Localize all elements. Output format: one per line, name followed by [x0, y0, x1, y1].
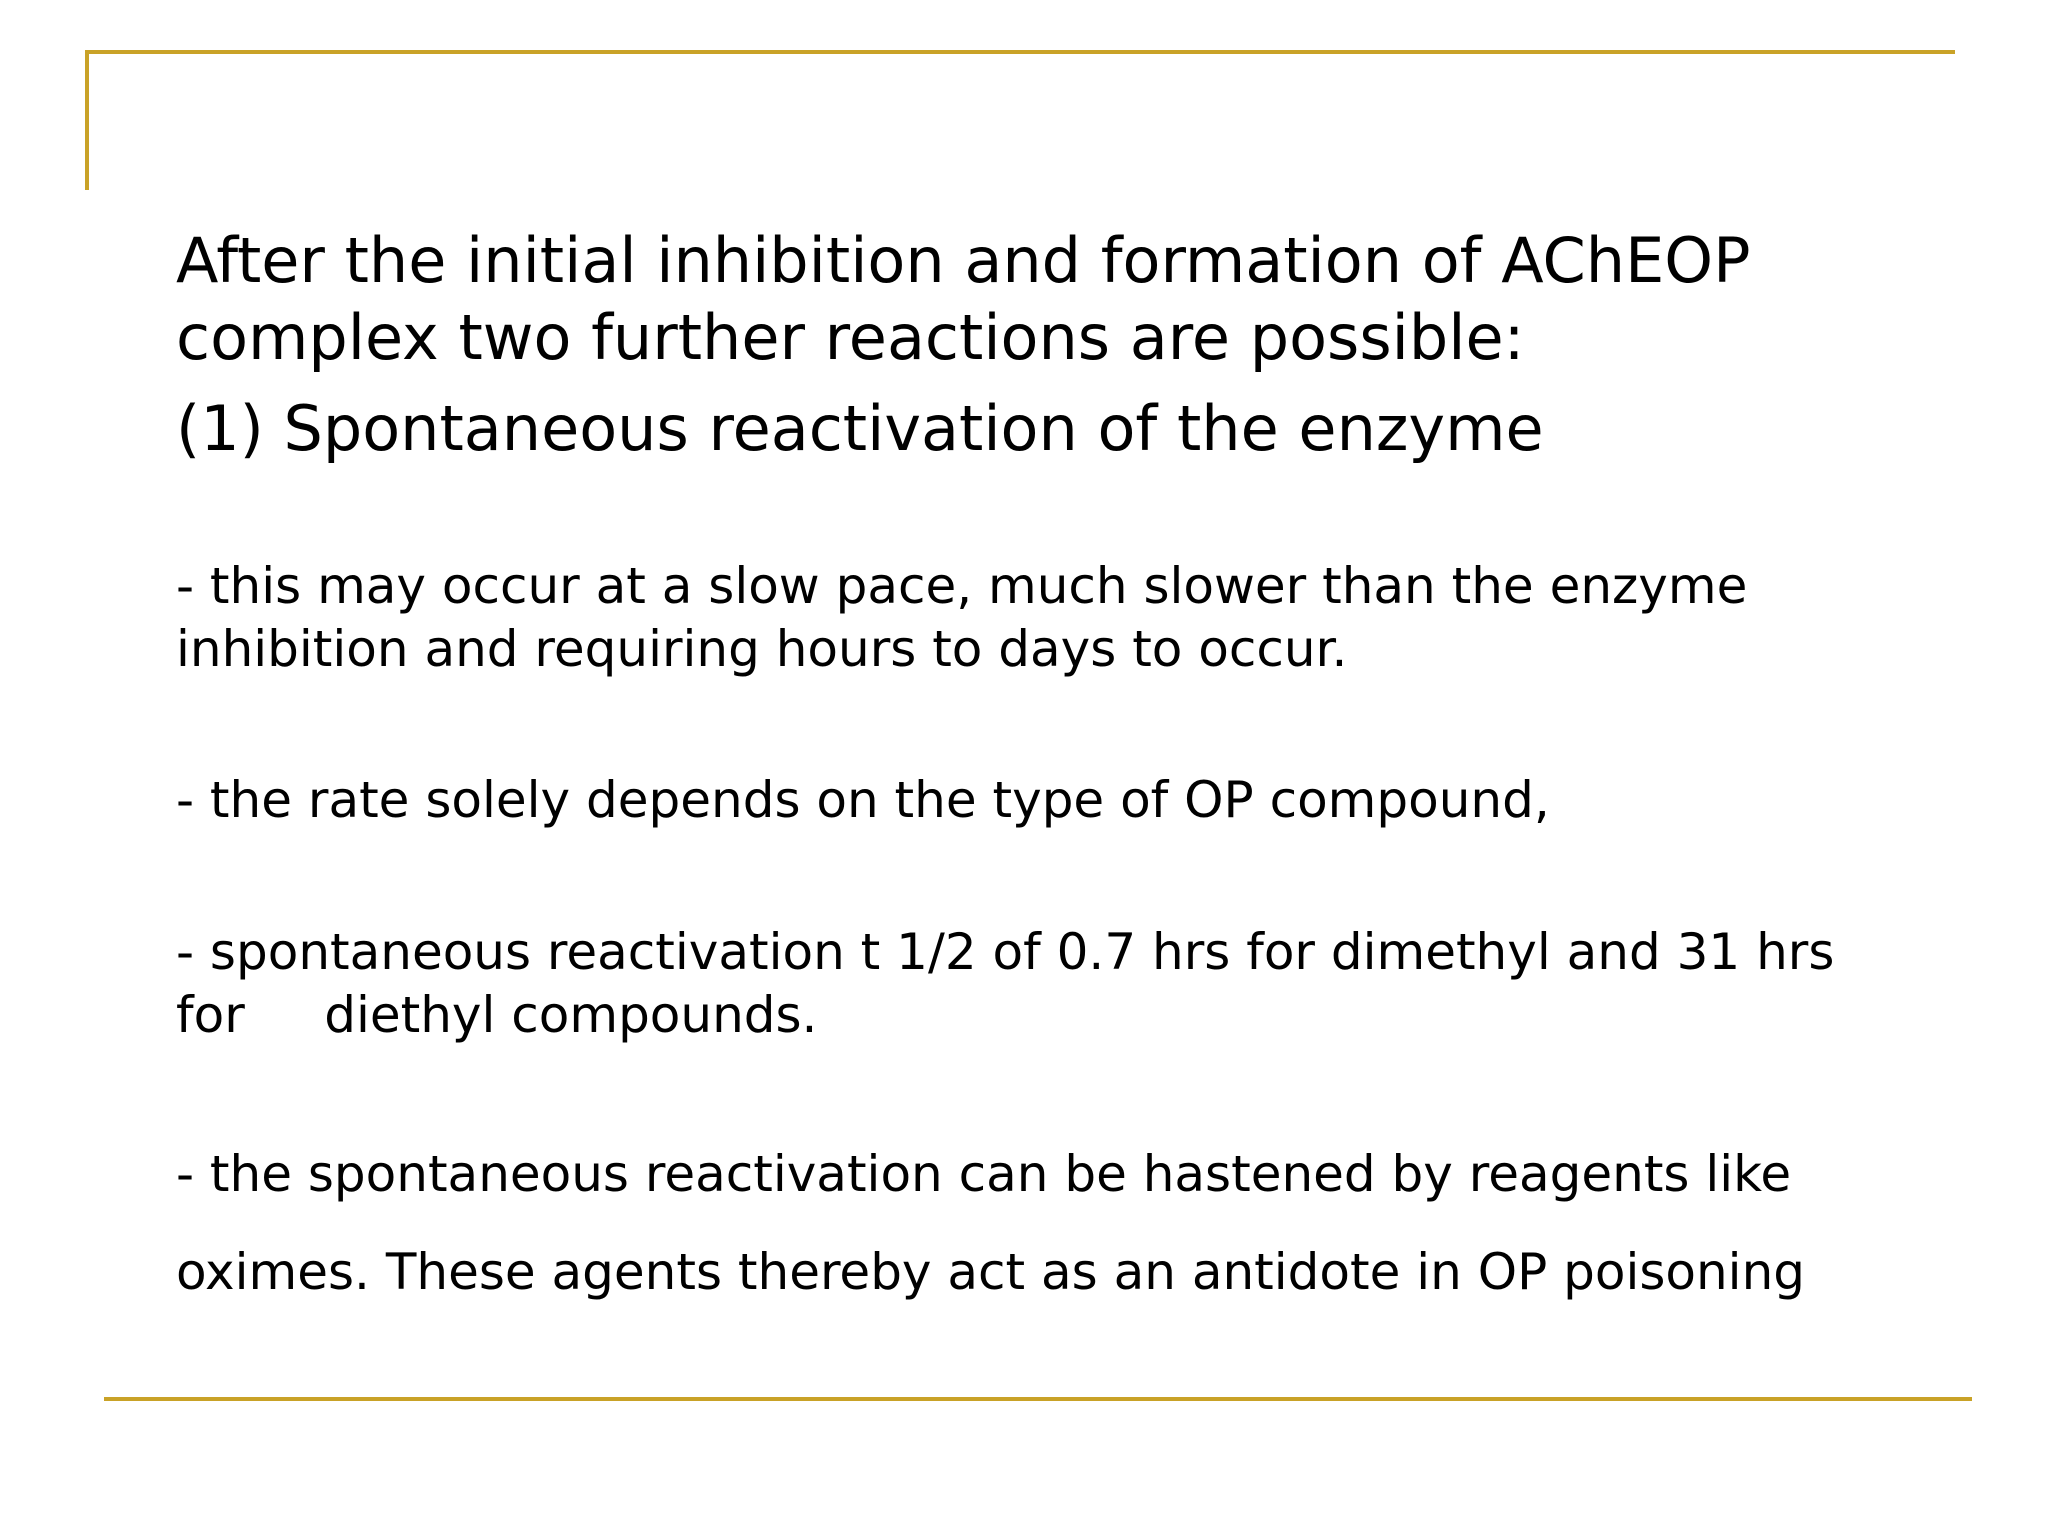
intro-line-2: complex two further reactions are possible:: [176, 301, 1525, 374]
bottom-accent-rule: [104, 1397, 1972, 1401]
bullet-1-line-2: inhibition and requiring hours to days to occur.: [176, 620, 1348, 678]
left-accent-rule: [85, 50, 89, 190]
bullet-1-line-1: - this may occur at a slow pace, much slower than the enzyme: [176, 557, 1748, 615]
intro-line-1: After the initial inhibition and formation of AChEOP: [176, 224, 1751, 297]
top-accent-rule: [85, 50, 1955, 54]
point-heading: (1) Spontaneous reactivation of the enzyme: [176, 392, 1544, 465]
bullet-3-line-2: for diethyl compounds.: [176, 986, 818, 1044]
bullet-4-line-1: - the spontaneous reactivation can be hastened by reagents like: [176, 1145, 1792, 1203]
bullet-3-line-1: - spontaneous reactivation t 1/2 of 0.7 hrs for dimethyl and 31 hrs: [176, 923, 1835, 981]
bullet-2-line-1: - the rate solely depends on the type of OP compound,: [176, 771, 1550, 829]
bullet-4-line-2: oximes. These agents thereby act as an antidote in OP poisoning: [176, 1243, 1806, 1301]
